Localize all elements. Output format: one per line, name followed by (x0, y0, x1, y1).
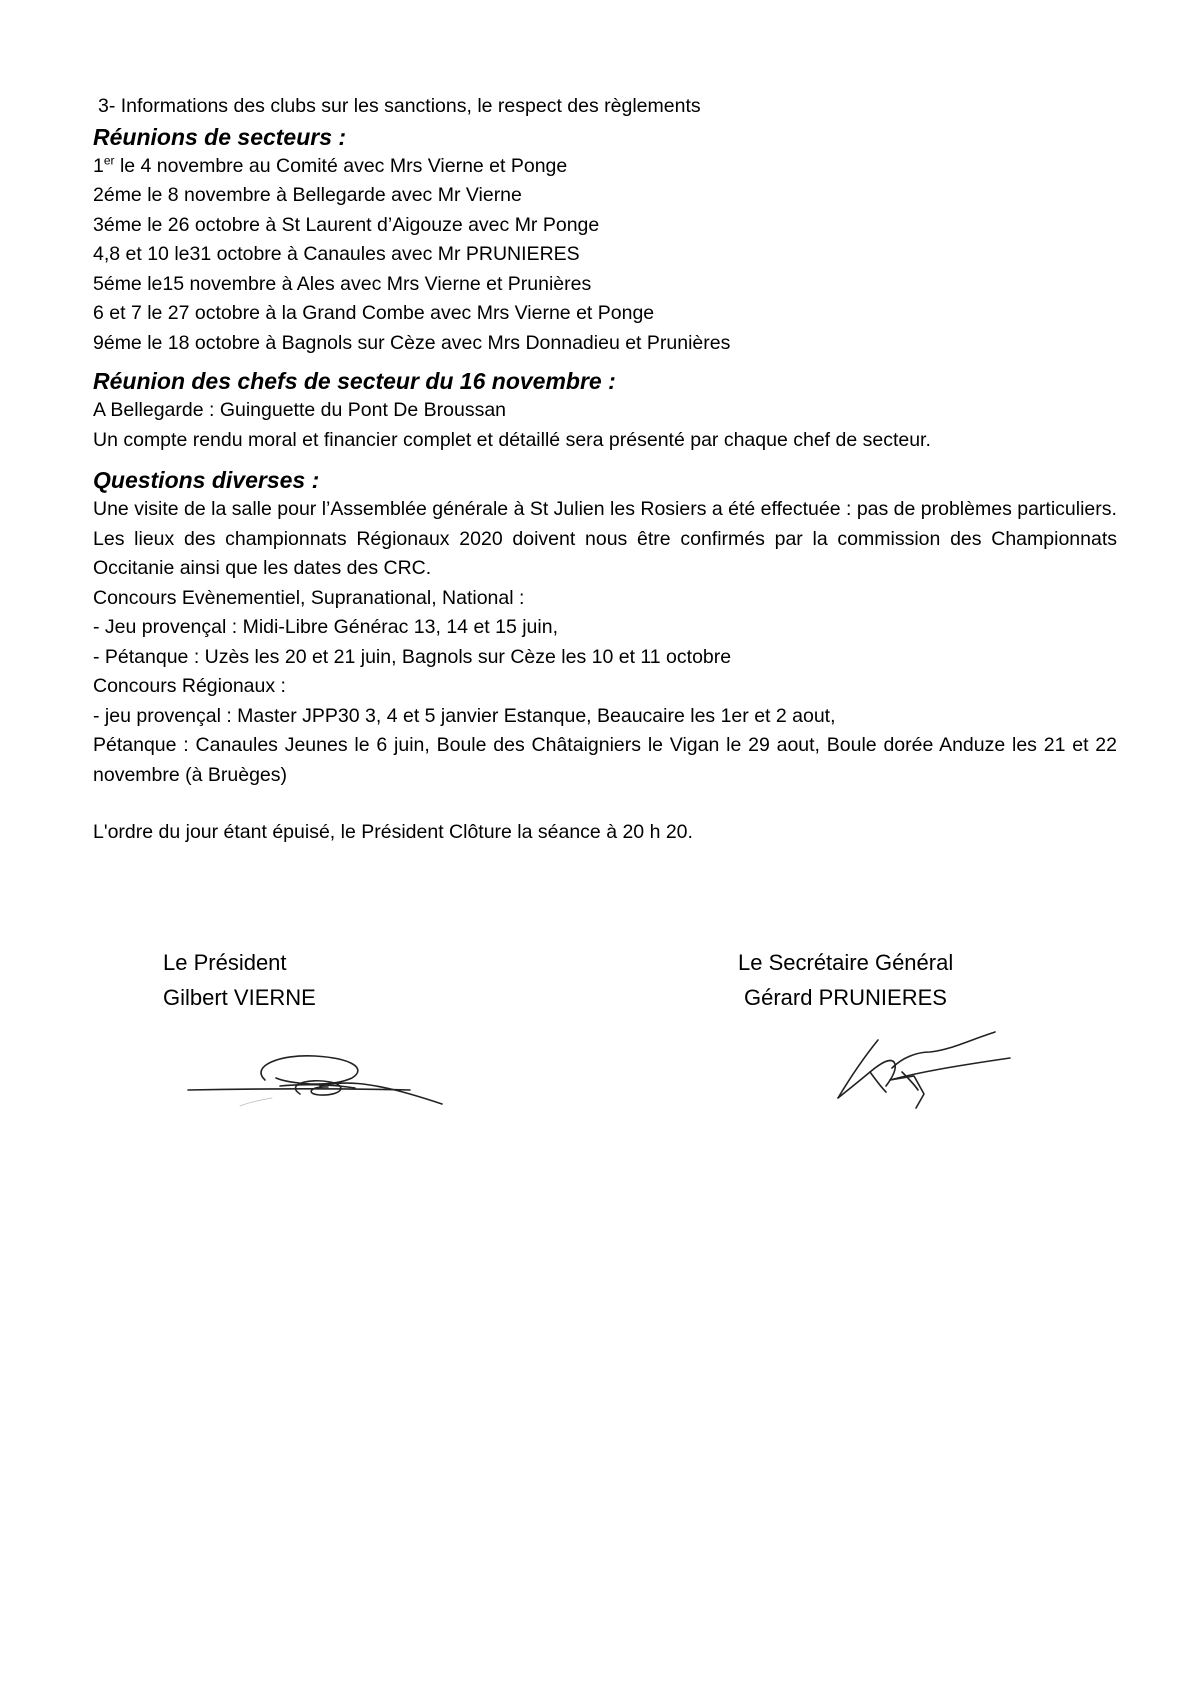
chefs-heading: Réunion des chefs de secteur du 16 novembre : (93, 368, 616, 394)
secteur-item-1-number: 1 (93, 154, 104, 177)
document-body (93, 92, 1117, 848)
secteur-item-1-text: le 4 novembre au Comité avec Mrs Vierne et Ponge (114, 154, 568, 177)
secteur-item: 9éme le 18 octobre à Bagnols sur Cèze avec Mrs Donnadieu et Prunières (93, 331, 731, 354)
agenda-item-3: 3- Informations des clubs sur les sanctions, le respect des règlements (98, 95, 701, 117)
questions-championnats: Les lieux des championnats Régionaux 2020 doivent nous être confirmés par la commission des Championnats Occitanie ainsi que les dates des CRC. (93, 527, 1117, 579)
concours-regionaux-label: Concours Régionaux : (93, 675, 286, 697)
secretaire-signature-block (738, 945, 953, 1015)
secteur-item-1 (93, 152, 1117, 182)
secteur-item: 3éme le 26 octobre à St Laurent d’Aigouze avec Mr Ponge (93, 213, 600, 236)
concours-petanque: - Pétanque : Uzès les 20 et 21 juin, Bagnols sur Cèze les 10 et 11 octobre (93, 645, 732, 668)
questions-visite: Une visite de la salle pour l’Assemblée générale à St Julien les Rosiers a été effectuée : pas de problèmes particuliers. (93, 498, 1117, 520)
president-title: Le Président (163, 950, 287, 975)
chefs-compte-rendu: Un compte rendu moral et financier complet et détaillé sera présenté par chaque chef de secteur. (93, 428, 931, 451)
secteur-item-1-ordinal: er (103, 153, 115, 167)
president-signature-image (180, 1040, 460, 1120)
questions-heading: Questions diverses : (93, 467, 320, 493)
secretaire-name: Gérard PRUNIERES (744, 985, 947, 1010)
president-name: Gilbert VIERNE (163, 985, 316, 1010)
secteurs-heading: Réunions de secteurs : (93, 123, 347, 150)
president-signature-block (163, 945, 316, 1015)
secteur-item: 2éme le 8 novembre à Bellegarde avec Mr Vierne (93, 184, 522, 206)
chefs-location: A Bellegarde : Guinguette du Pont De Broussan (93, 399, 507, 421)
concours-jeu-provencal: - Jeu provençal : Midi-Libre Générac 13, 14 et 15 juin, (93, 616, 559, 638)
secteur-item: 6 et 7 le 27 octobre à la Grand Combe avec Mrs Vierne et Ponge (93, 302, 655, 324)
secretaire-title: Le Secrétaire Général (738, 950, 954, 975)
regionaux-jeu-provencal: - jeu provençal : Master JPP30 3, 4 et 5 janvier Estanque, Beaucaire les 1er et 2 aout, (93, 704, 836, 727)
secteur-item: 4,8 et 10 le31 octobre à Canaules avec Mr PRUNIERES (93, 243, 580, 265)
secteur-item: 5éme le15 novembre à Ales avec Mrs Vierne et Prunières (93, 272, 592, 295)
spacer (93, 790, 1117, 818)
secretaire-signature-image (830, 1028, 1020, 1118)
closing-statement: L'ordre du jour étant épuisé, le Président Clôture la séance à 20 h 20. (93, 821, 693, 843)
concours-national-label: Concours Evènementiel, Supranational, National : (93, 586, 525, 609)
regionaux-petanque: Pétanque : Canaules Jeunes le 6 juin, Boule des Châtaigniers le Vigan le 29 aout, Boule dorée Anduze les 21 et 22 novembre (à Bruèges) (93, 734, 1117, 786)
